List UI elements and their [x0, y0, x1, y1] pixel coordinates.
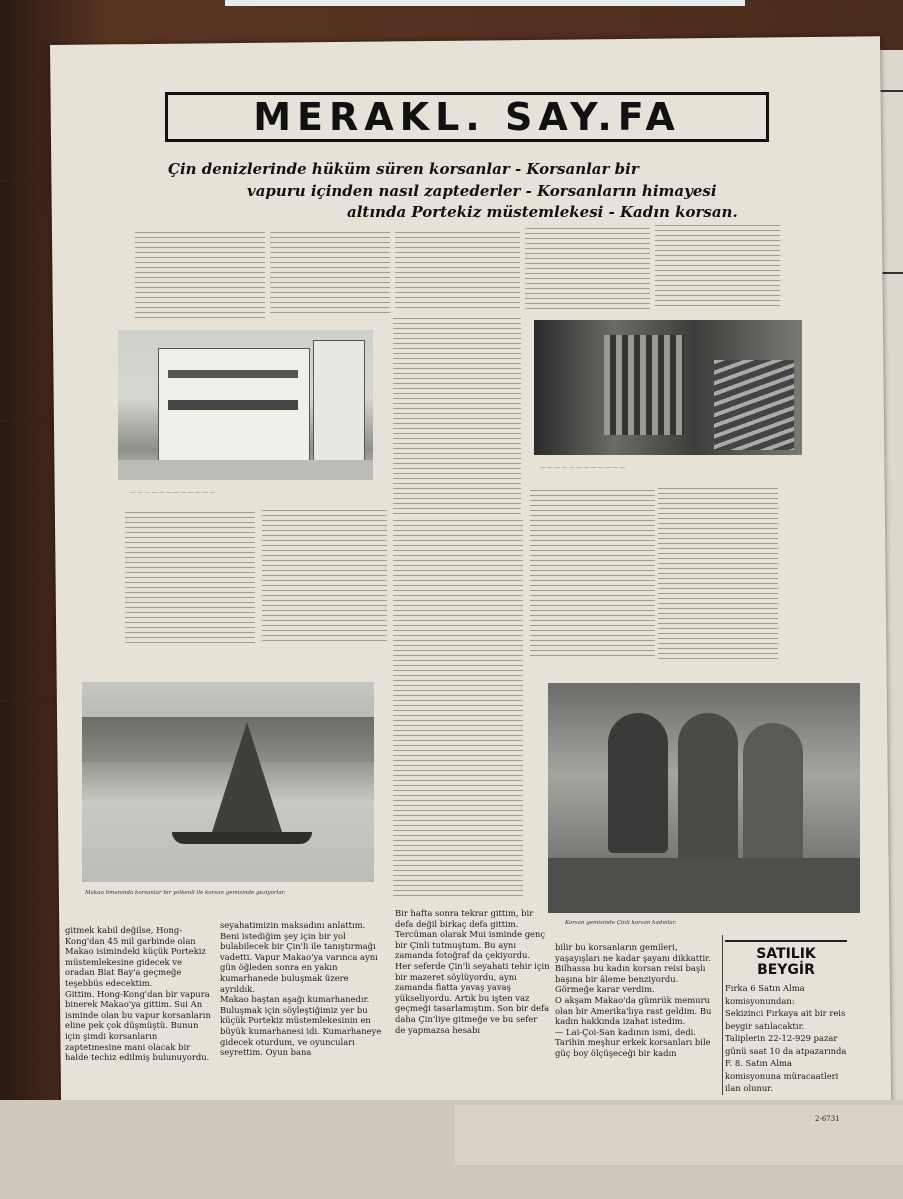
- photo-harbor-junk: [82, 682, 374, 882]
- page-bottom-torn-piece: [455, 1105, 903, 1165]
- ad-title: SATILIK BEYGİR: [756, 946, 816, 978]
- column-rule: [722, 935, 723, 1095]
- text-block-middle: [393, 318, 521, 518]
- caption-photo-building: — — — — — — — — — — — —: [130, 490, 216, 496]
- headline-line-2: vapuru içinden nasıl zaptederler - Korsanların himayesi: [247, 182, 717, 200]
- text-block-top-1: [135, 232, 265, 322]
- photo-interior: [534, 320, 802, 455]
- ad-code: 2-6731: [815, 1115, 840, 1123]
- photo-building: [118, 330, 373, 480]
- headline-line-1: Çin denizlerinde hüküm süren korsanlar - Korsanlar bir: [168, 160, 639, 178]
- article-column-2: seyahatimizin maksadını anlattım. Beni istediğim şey için bir yol bulabilecek bir Çin'li ile tanıştırmağı vadetti. Vapur Makao'ya varınca aynı gün öğleden sonra en yakın kumarhanede buluşmak üzere ayrıldık. Makao baştan aşağı kumarhanedır. Buluşmak için söyleştiğimiz yer bu küçük Portekiz müstemlekesinin en büyük kumarhanesi idi. Kumarhaneye gidecek oturdum, ve oyuncuları seyrettim. Oyun bana: [220, 920, 382, 1058]
- caption-photo-harbor: Makao limanında korsanlar bir yelkenli ile korsan gemisinde geziyorlar.: [85, 890, 286, 896]
- text-block-top-2: [270, 232, 390, 317]
- text-block-mid-5: [658, 488, 778, 663]
- caption-photo-women: Korsan gemisinde Çinli korsan kadınlar.: [565, 920, 677, 926]
- article-column-4: bilir bu korsanların gemileri, yaşayışları ne kadar şayanı dikkattir. Bilhassa bu kadın korsan reisi başlı başına bir âleme benziyordu. Görmeğe karar verdim. O akşam Makao'da gümrük memuru olan bir Amerika'lıya rast geldim. Bu kadın hakkında izahat istedim. — Lai-Çoi-San kadının ismi, dedi. Tarihin meşhur erkek korsanları bile güç boy ölçüşeceği bir kadın: [555, 942, 712, 1058]
- article-column-3: Bir hafta sonra tekrar gittim, bir defa değil birkaç defa gittim. Tercüman olarak Mui isminde genç bir Çinli tutmuştum. Bu aynı zamanda fotoğraf da çekiyordu. Her seferde Çin'li seyahati tehir için bir mazeret söylüyordu, aynı zamanda fiatta yavaş yavaş yükseliyordu. Artık bu işten vaz geçmeği tasarlamıştım. Son bir defa daha Çin'liye gitmeğe ve bu sefer de yapmazsa hesabı: [395, 908, 550, 1035]
- caption-photo-interior: — — — — — — — — — — — —: [540, 465, 626, 471]
- masthead-title: MERAKL. SAY.FA: [253, 95, 681, 139]
- ad-body: Fırka 6 Satın Alma komisyonundan: Sekizinci Fırkaya ait bir reis beygir satılacaktır. Taliplerin 22-12-929 pazar günü saat 10 da atpazarında F. 8. Satın Alma komisyonuna müracaatleri ilan olunur.: [725, 983, 847, 1093]
- headline-line-3: altında Portekiz müstemlekesi - Kadın korsan.: [347, 203, 738, 221]
- text-block-top-4: [525, 228, 650, 313]
- classified-ad: [725, 940, 847, 1095]
- photo-pirate-women: [548, 683, 860, 913]
- text-block-mid-4: [530, 490, 655, 660]
- masthead: [165, 92, 769, 142]
- article-column-1: gitmek kabil değilse, Hong-Kong'dan 45 mil garbinde olan Makao isimindeki küçük Portekiz müstemlekesine gidecek ve oradan Biat Bay'a geçmeğe teşebbüs edecektim. Gittim. Hong-Kong'dan bir vapura binerek Makao'ya gittim. Sui An isminde olan bu vapur korsanların eline pek çok düşmüştü. Bunun için şimdi korsanların zaptetmesine mani olacak bir halde techiz edilmiş bulunuyordu.: [65, 925, 211, 1063]
- text-block-top-3: [395, 232, 520, 312]
- text-block-top-5: [655, 225, 780, 310]
- background-screen-edge: [225, 0, 745, 6]
- text-block-mid-1: [125, 512, 255, 647]
- text-block-mid-2: [262, 510, 387, 645]
- text-block-mid-3: [393, 520, 523, 898]
